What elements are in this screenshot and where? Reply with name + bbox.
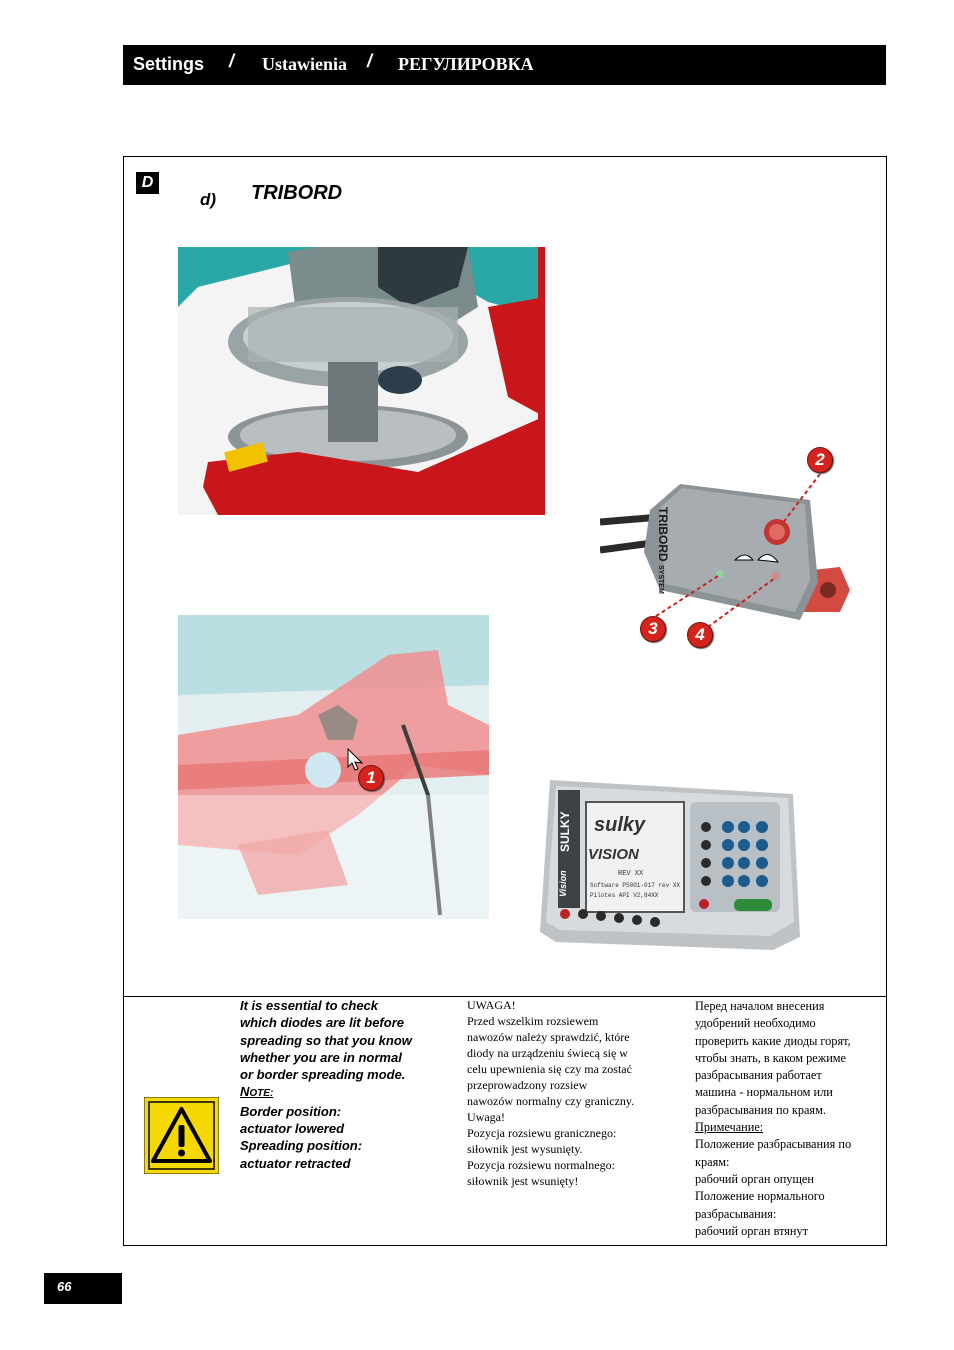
text-line: удобрений необходимо bbox=[695, 1016, 816, 1031]
text-line: celu upewnienia się czy ma zostać bbox=[467, 1062, 632, 1076]
header-title-pl: Ustawienia bbox=[262, 54, 347, 74]
text-line: Spreading position: bbox=[240, 1138, 363, 1154]
header-separator: / bbox=[367, 51, 373, 71]
text-line: siłownik jest wysunięty. bbox=[467, 1142, 583, 1156]
callout-4: 4 bbox=[687, 622, 713, 648]
screen-logo: sulky bbox=[594, 814, 646, 836]
note-heading bbox=[240, 1083, 435, 1102]
vision-terminal-photo bbox=[538, 772, 800, 972]
header-title-ru: РЕГУЛИРОВКА bbox=[398, 54, 534, 74]
text-line: разбрасывания: bbox=[695, 1206, 777, 1221]
text-line: проверить какие диоды горят, bbox=[695, 1033, 851, 1048]
text-line: Pozycja rozsiewu granicznego: bbox=[467, 1126, 617, 1140]
text-line: actuator retracted bbox=[240, 1155, 351, 1171]
text-line: Pozycja rozsiewu normalnego: bbox=[467, 1158, 615, 1172]
text-line: or border spreading mode. bbox=[240, 1067, 406, 1083]
text-line: Przed wszelkim rozsiewem bbox=[467, 1014, 599, 1028]
text-line: разбрасывания по краям. bbox=[695, 1102, 826, 1117]
note-initial: N bbox=[240, 1084, 250, 1100]
screen-software: Software PS001-017 rev XX bbox=[590, 882, 681, 889]
callout-3: 3 bbox=[640, 616, 666, 642]
language-badge: D bbox=[136, 172, 159, 194]
tribord-box-photo bbox=[600, 472, 860, 652]
text-line: nawozów należy sprawdzić, które bbox=[467, 1030, 630, 1044]
text-line: рабочий орган втянут bbox=[695, 1223, 809, 1238]
terminal-brand: SULKY bbox=[558, 811, 572, 853]
note-rest: OTE: bbox=[249, 1088, 274, 1100]
page-number: 66 bbox=[44, 1273, 122, 1304]
actuator-photo bbox=[178, 615, 489, 919]
header-bar bbox=[123, 45, 886, 85]
text-line: краям: bbox=[695, 1154, 730, 1169]
text-line: UWAGA! bbox=[467, 998, 516, 1012]
text-line: Перед началом внесения bbox=[695, 999, 825, 1013]
text-line: actuator lowered bbox=[240, 1121, 345, 1137]
arrow-pointer-icon bbox=[346, 747, 366, 771]
warning-triangle-icon bbox=[144, 1097, 219, 1174]
text-line: whether you are in normal bbox=[240, 1049, 402, 1065]
text-line: Положение нормального bbox=[695, 1189, 825, 1204]
text-line: przeprowadzony rozsiew bbox=[467, 1078, 588, 1092]
text-line: разбрасывания работает bbox=[695, 1068, 822, 1083]
text-line: рабочий орган опущен bbox=[695, 1171, 814, 1186]
section-number: d) bbox=[200, 190, 217, 209]
callout-2: 2 bbox=[807, 447, 833, 473]
screen-pilotes: Pilotes API V2,84XX bbox=[590, 892, 659, 899]
terminal-side-label: Vision bbox=[558, 870, 568, 898]
text-column-pl bbox=[467, 997, 662, 1189]
text-line: diody na urządzeniu świecą się w bbox=[467, 1046, 628, 1060]
text-column-ru bbox=[695, 998, 870, 1240]
text-line: spreading so that you know bbox=[240, 1032, 412, 1048]
text-line: Border position: bbox=[240, 1103, 342, 1119]
text-line: siłownik jest wsunięty! bbox=[467, 1174, 579, 1188]
spreader-disc-photo bbox=[178, 247, 545, 515]
screen-rev: REV XX bbox=[618, 870, 644, 878]
callout-1: 1 bbox=[358, 765, 384, 791]
screen-vision: VISION bbox=[588, 846, 639, 863]
note-heading: Примечание: bbox=[695, 1120, 764, 1135]
tribord-sub: SYSTEM bbox=[657, 565, 664, 594]
text-column-en bbox=[240, 997, 435, 1172]
text-line: nawozów normalny czy graniczny. bbox=[467, 1094, 635, 1108]
text-line: чтобы знать, в каком режиме bbox=[695, 1050, 847, 1065]
tribord-label: TRIBORD bbox=[656, 507, 670, 562]
text-line: It is essential to check bbox=[240, 998, 379, 1013]
text-line: Uwaga! bbox=[467, 1110, 505, 1124]
header-separator: / bbox=[229, 51, 235, 71]
text-line: Положение разбрасывания по bbox=[695, 1137, 852, 1152]
header-title-en: Settings bbox=[133, 54, 205, 74]
section-title: TRIBORD bbox=[251, 182, 343, 204]
text-line: машина - нормальном или bbox=[695, 1085, 833, 1100]
text-line: which diodes are lit before bbox=[240, 1015, 404, 1031]
